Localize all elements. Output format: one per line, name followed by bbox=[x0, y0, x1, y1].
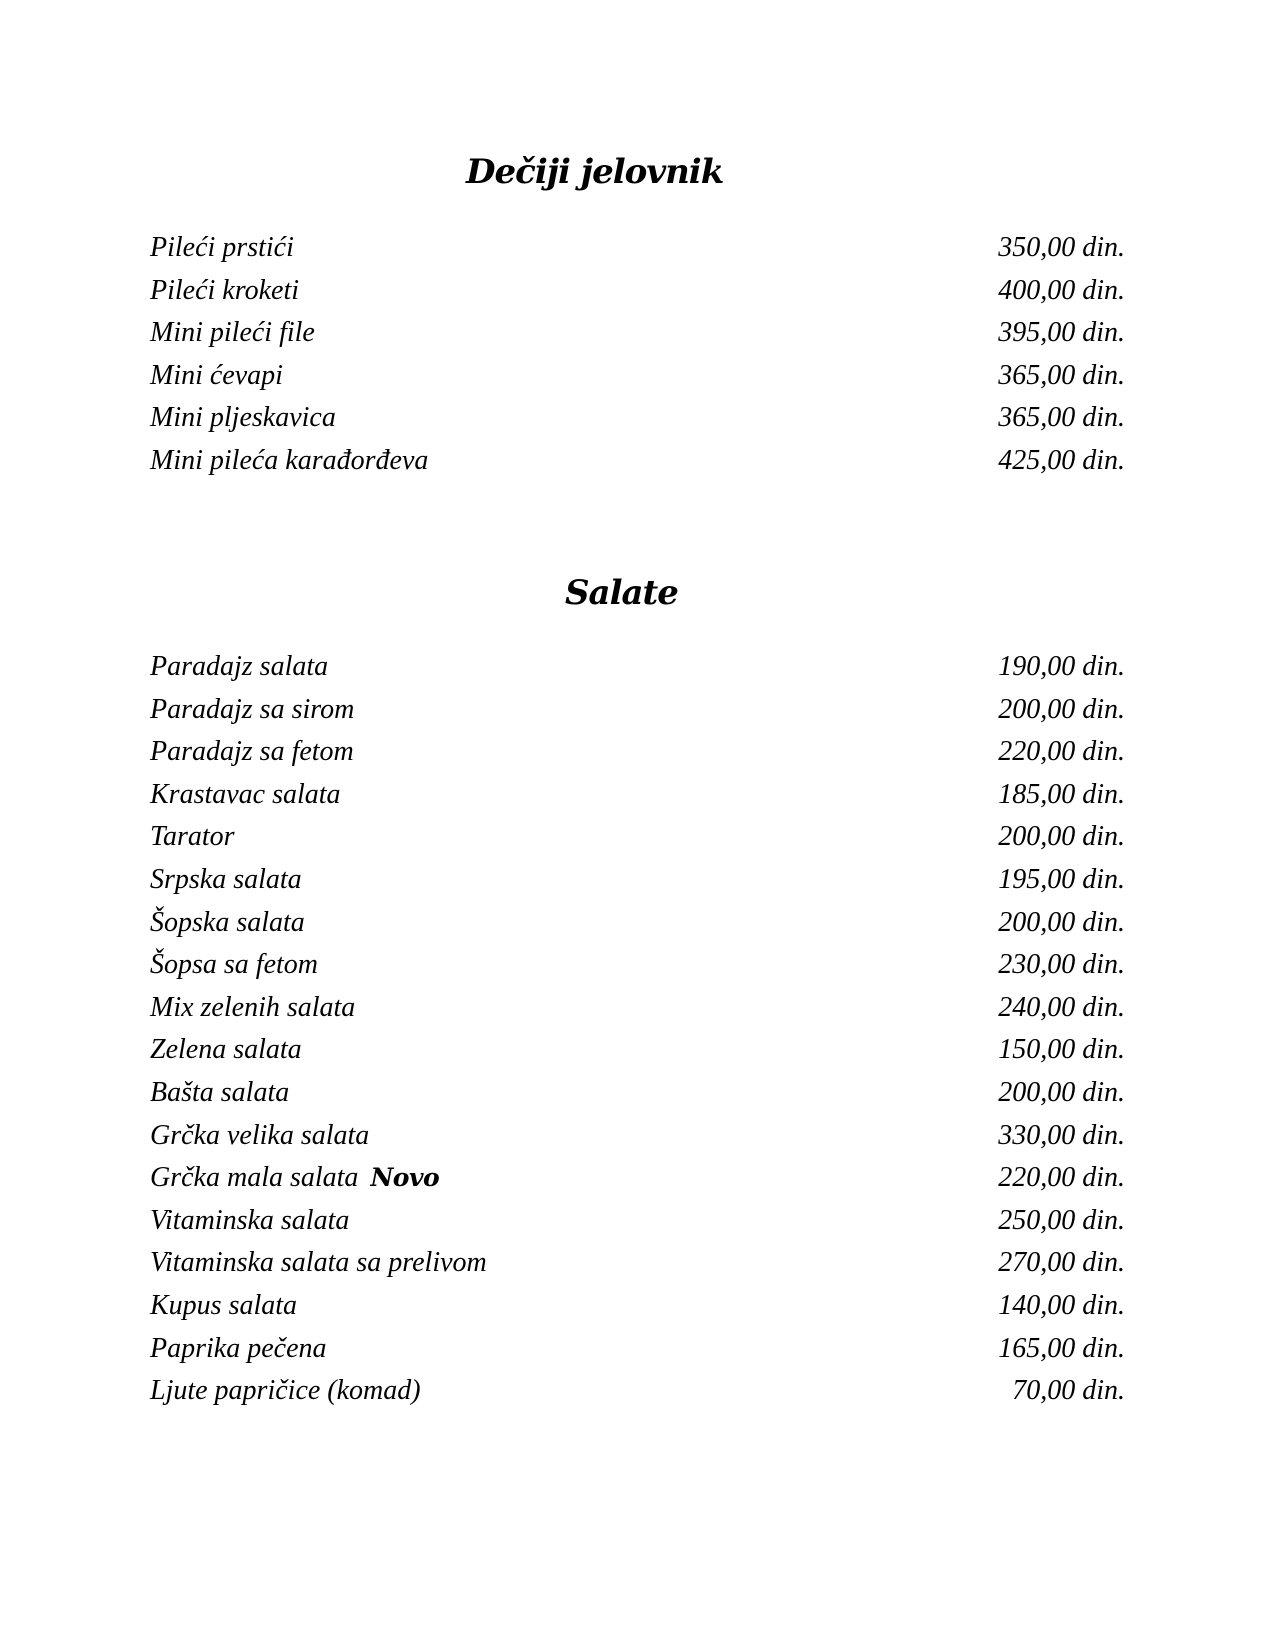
list-item bbox=[150, 816, 1125, 859]
item-name: Paprika pečena bbox=[150, 1332, 327, 1364]
item-price: 200,00 din. bbox=[998, 906, 1125, 938]
item-name: Paradajz sa sirom bbox=[150, 693, 355, 725]
list-item bbox=[150, 1072, 1125, 1115]
list-item bbox=[150, 774, 1125, 817]
item-price: 220,00 din. bbox=[998, 1162, 1125, 1194]
list-item bbox=[150, 312, 1125, 355]
kids-menu-list bbox=[150, 227, 1125, 483]
item-price: 185,00 din. bbox=[998, 778, 1125, 810]
item-name: Bašta salata bbox=[150, 1076, 290, 1108]
section-title-kids-menu: Dečiji jelovnik bbox=[466, 152, 724, 192]
item-name: Vitaminska salata sa prelivom bbox=[150, 1247, 487, 1279]
item-name: Pileći prstići bbox=[150, 232, 294, 263]
item-price: 195,00 din. bbox=[998, 863, 1125, 895]
item-name: Mini pileći file bbox=[150, 317, 315, 349]
item-name: Vitaminska salata bbox=[150, 1204, 350, 1236]
item-name-text: Grčka mala salata bbox=[150, 1162, 359, 1194]
item-price: 200,00 din. bbox=[998, 693, 1125, 725]
list-item bbox=[150, 1242, 1125, 1285]
item-name: Mix zelenih salata bbox=[150, 991, 356, 1023]
item-price: 400,00 din. bbox=[998, 274, 1125, 306]
item-price: 350,00 din. bbox=[998, 232, 1125, 263]
item-price: 365,00 din. bbox=[998, 402, 1125, 434]
item-price: 330,00 din. bbox=[998, 1119, 1125, 1151]
item-name-with-tag bbox=[150, 1157, 439, 1200]
item-price: 165,00 din. bbox=[998, 1332, 1125, 1364]
list-item bbox=[150, 1285, 1125, 1328]
item-name: Mini pileća karađorđeva bbox=[150, 444, 429, 476]
salads-menu-list bbox=[150, 646, 1125, 1413]
item-price: 140,00 din. bbox=[998, 1289, 1125, 1321]
item-price: 250,00 din. bbox=[998, 1204, 1125, 1236]
list-item bbox=[150, 646, 1125, 689]
list-item bbox=[150, 731, 1125, 774]
item-price: 240,00 din. bbox=[998, 991, 1125, 1023]
list-item bbox=[150, 944, 1125, 987]
item-name: Šopska salata bbox=[150, 906, 305, 938]
item-name: Tarator bbox=[150, 821, 235, 853]
item-price: 230,00 din. bbox=[998, 949, 1125, 981]
section-title-salads: Salate bbox=[565, 573, 678, 613]
item-price: 70,00 din. bbox=[1012, 1375, 1125, 1407]
item-name: Pileći kroketi bbox=[150, 274, 299, 306]
item-name: Krastavac salata bbox=[150, 778, 341, 810]
item-price: 365,00 din. bbox=[998, 359, 1125, 391]
item-name: Zelena salata bbox=[150, 1034, 302, 1066]
list-item bbox=[150, 902, 1125, 945]
item-price: 200,00 din. bbox=[998, 1076, 1125, 1108]
item-name: Šopsa sa fetom bbox=[150, 949, 318, 981]
item-name: Kupus salata bbox=[150, 1289, 298, 1321]
item-name: Paradajz sa fetom bbox=[150, 736, 354, 768]
list-item bbox=[150, 1328, 1125, 1371]
list-item bbox=[150, 397, 1125, 440]
item-price: 150,00 din. bbox=[998, 1034, 1125, 1066]
list-item bbox=[150, 440, 1125, 483]
item-price: 200,00 din. bbox=[998, 821, 1125, 853]
list-item bbox=[150, 987, 1125, 1030]
list-item bbox=[150, 270, 1125, 313]
item-name: Paradajz salata bbox=[150, 651, 329, 682]
item-price: 425,00 din. bbox=[998, 444, 1125, 476]
item-name: Ljute papričice (komad) bbox=[150, 1375, 421, 1407]
item-name: Mini pljeskavica bbox=[150, 402, 336, 434]
item-price: 270,00 din. bbox=[998, 1247, 1125, 1279]
item-name: Mini ćevapi bbox=[150, 359, 283, 391]
list-item bbox=[150, 355, 1125, 398]
list-item bbox=[150, 1029, 1125, 1072]
item-name: Grčka velika salata bbox=[150, 1119, 370, 1151]
new-tag: Novo bbox=[370, 1163, 440, 1193]
list-item bbox=[150, 1157, 1125, 1200]
item-price: 395,00 din. bbox=[998, 317, 1125, 349]
list-item bbox=[150, 859, 1125, 902]
list-item bbox=[150, 1115, 1125, 1158]
item-price: 190,00 din. bbox=[998, 651, 1125, 682]
list-item bbox=[150, 1200, 1125, 1243]
list-item bbox=[150, 227, 1125, 270]
list-item bbox=[150, 1370, 1125, 1413]
item-name: Srpska salata bbox=[150, 863, 302, 895]
item-price: 220,00 din. bbox=[998, 736, 1125, 768]
list-item bbox=[150, 689, 1125, 732]
